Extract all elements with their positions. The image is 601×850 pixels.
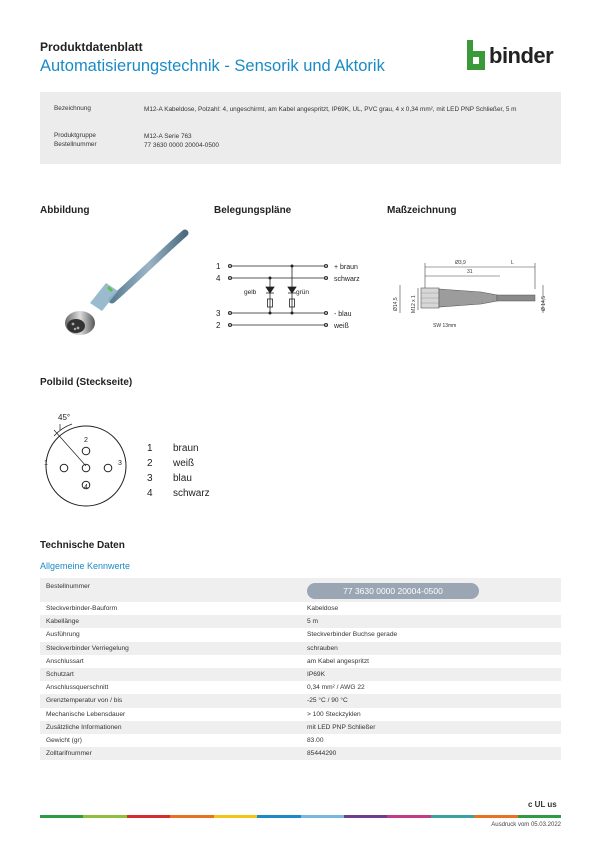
table-row — [40, 628, 561, 641]
table-key: Anschlussquerschnitt — [46, 684, 109, 692]
product-info-box — [40, 92, 561, 164]
table-value: Steckverbinder Buchse gerade — [307, 631, 398, 639]
heading-allgemeine-kennwerte: Allgemeine Kennwerte — [40, 561, 131, 571]
print-date: Ausdruck vom 05.03.2022 — [491, 822, 561, 828]
table-key: Steckverbinder Verriegelung — [46, 644, 129, 652]
color-bar-segment — [387, 815, 430, 818]
table-row — [40, 747, 561, 760]
angle-label: 45° — [58, 413, 71, 422]
heading-abbildung: Abbildung — [40, 205, 90, 216]
table-row — [40, 708, 561, 721]
color-bar-segment — [83, 815, 126, 818]
ul-certification-icon: c UL us — [528, 800, 557, 809]
pin-label: 1 — [216, 262, 221, 271]
heading-polbild: Polbild (Steckseite) — [40, 377, 133, 388]
table-row — [40, 734, 561, 747]
led-label: grün — [296, 289, 310, 296]
heading-masszeichnung: Maßzeichnung — [387, 205, 457, 216]
tech-data-table — [40, 578, 561, 760]
dim-label: L — [511, 260, 514, 266]
color-bar-segment — [170, 815, 213, 818]
table-row — [40, 602, 561, 615]
table-row — [40, 655, 561, 668]
table-value: Kabeldose — [307, 605, 339, 612]
table-value: 85444290 — [307, 750, 337, 758]
page-title: Produktdatenblatt — [40, 40, 143, 54]
brand-name: binder — [489, 43, 554, 68]
table-value: IP69K — [307, 670, 325, 678]
color-bar-segment — [431, 815, 474, 818]
info-label: Bestellnummer — [54, 141, 97, 148]
dimension-drawing — [385, 255, 560, 335]
color-bar-segment — [214, 815, 257, 818]
color-bar-segment — [40, 815, 83, 818]
table-key: Grenztemperatur von / bis — [46, 697, 123, 705]
led-label: gelb — [244, 289, 257, 296]
pin-number: 4 — [84, 484, 88, 491]
legend-num: 4 — [147, 488, 153, 499]
color-bar-segment — [301, 815, 344, 818]
order-number-badge: 77 3630 0000 20004-0500 — [307, 583, 479, 599]
dim-label: Ø14,5 — [393, 297, 399, 311]
table-key: Kabellänge — [46, 618, 79, 626]
dim-label: Ø3,9 — [455, 260, 466, 266]
legend-num: 2 — [147, 458, 153, 469]
table-value: am Kabel angespritzt — [307, 657, 369, 665]
table-row — [40, 578, 561, 602]
table-key: Zusätzliche Informationen — [46, 723, 122, 731]
table-row — [40, 642, 561, 655]
color-bar-segment — [474, 815, 517, 818]
legend-num: 3 — [147, 473, 153, 484]
table-key: Zolltarifnummer — [46, 750, 92, 758]
pin-layout-diagram — [34, 406, 144, 516]
table-key: Steckverbinder-Bauform — [46, 605, 118, 612]
table-row — [40, 668, 561, 681]
heading-technische-daten: Technische Daten — [40, 540, 125, 551]
table-value: -25 °C / 90 °C — [307, 697, 348, 705]
dim-label: Ø 14,5 — [541, 295, 547, 311]
table-row — [40, 615, 561, 628]
color-bar-segment — [344, 815, 387, 818]
table-row — [40, 681, 561, 694]
wire-label: - blau — [334, 311, 352, 318]
table-row — [40, 694, 561, 707]
color-bar-segment — [127, 815, 170, 818]
dim-label: 31 — [467, 269, 473, 275]
heading-belegungsplaene: Belegungspläne — [214, 205, 292, 216]
table-key: Ausführung — [46, 631, 80, 639]
wire-label: schwarz — [334, 276, 360, 283]
legend-name: schwarz — [173, 488, 210, 499]
wire-label: weiß — [334, 323, 349, 330]
pin-number: 2 — [84, 437, 88, 444]
color-bar-segment — [257, 815, 300, 818]
info-label: Produktgruppe — [54, 132, 96, 139]
legend-num: 1 — [147, 443, 153, 454]
color-bar — [40, 815, 561, 818]
pin-number: 1 — [44, 460, 48, 467]
product-image — [40, 225, 200, 345]
dim-label: SW 13mm — [433, 323, 457, 329]
pin-label: 4 — [216, 274, 221, 283]
page-subtitle: Automatisierungstechnik - Sensorik und Aktorik — [40, 57, 385, 75]
pin-label: 3 — [216, 309, 221, 318]
table-value: 83.00 — [307, 736, 324, 744]
pin-legend — [145, 440, 235, 502]
legend-name: braun — [173, 443, 199, 454]
table-value: > 100 Steckzyklen — [307, 710, 361, 718]
pin-label: 2 — [216, 321, 221, 330]
info-value: M12-A Kabeldose, Polzahl: 4, ungeschirmt, am Kabel angespritzt, IP69K, UL, PVC grau, 4 x 0,34 mm², mit LED PNP Schließer, 5 m — [144, 106, 517, 113]
table-value: 5 m — [307, 618, 318, 626]
table-value: mit LED PNP Schließer — [307, 723, 376, 731]
table-key: Bestellnummer — [46, 583, 90, 590]
dim-label: M12 x 1 — [411, 295, 417, 313]
info-value: M12-A Serie 763 — [144, 133, 192, 140]
table-key: Schutzart — [46, 670, 74, 678]
legend-name: weiß — [173, 458, 195, 469]
color-bar-segment — [518, 815, 561, 818]
legend-name: blau — [173, 473, 192, 484]
table-row — [40, 721, 561, 734]
wiring-diagram — [210, 255, 380, 335]
info-label: Bezeichnung — [54, 105, 91, 112]
table-key: Gewicht (gr) — [46, 736, 82, 744]
wire-label: + braun — [334, 264, 358, 271]
table-value: 0,34 mm² / AWG 22 — [307, 684, 365, 692]
table-value: schrauben — [307, 644, 338, 652]
pin-number: 3 — [118, 460, 122, 467]
info-value: 77 3630 0000 20004-0500 — [144, 142, 219, 149]
table-key: Anschlussart — [46, 657, 84, 665]
table-key: Mechanische Lebensdauer — [46, 710, 126, 718]
